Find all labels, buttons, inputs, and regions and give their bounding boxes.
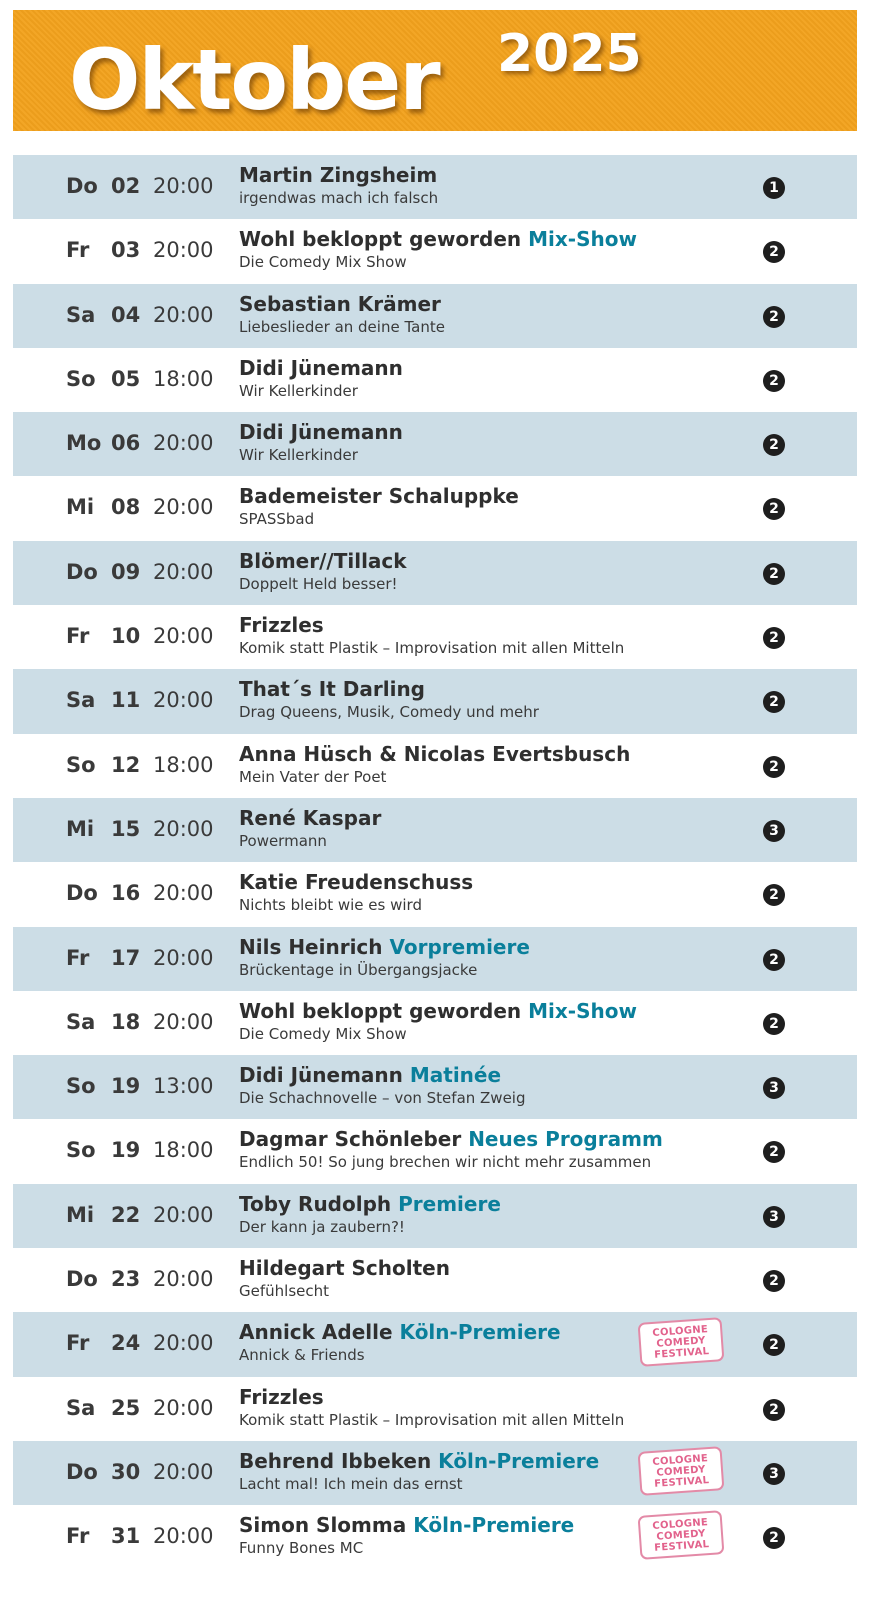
event-tag: Neues Programm [468,1127,663,1152]
category-number-badge: 2 [763,884,785,906]
event-time: 20:00 [153,945,214,970]
event-date: 05 [111,366,141,391]
festival-logo-text: COLOGNE [651,1452,709,1468]
event-row [13,1505,857,1569]
event-date: 25 [111,1395,141,1420]
category-number-badge: 2 [763,691,785,713]
event-date: 30 [111,1459,141,1484]
event-subtitle: irgendwas mach ich falsch [239,189,439,207]
festival-logo-text: COLOGNE [651,1516,709,1532]
event-date: 19 [111,1074,141,1099]
event-time: 20:00 [153,816,214,841]
event-row [13,1312,857,1376]
event-time: 18:00 [153,1138,214,1163]
event-artist: That´s It Darling [239,677,425,702]
event-tag: Vorpremiere [389,934,530,959]
event-date: 08 [111,495,141,520]
event-title [239,1384,324,1410]
event-weekday: Fr [66,624,90,649]
month-banner [13,10,857,131]
event-tag: Matinée [409,1063,502,1088]
event-tag: Mix-Show [528,998,637,1023]
festival-logo-text: FESTIVAL [653,1538,710,1554]
festival-logo-text: COLOGNE [651,1323,709,1339]
event-subtitle: SPASSbad [239,510,315,529]
event-title [239,676,425,702]
event-artist: Hildegart Scholten [239,1256,450,1281]
category-number-badge: 2 [763,1527,785,1549]
event-artist: Frizzles [239,613,324,638]
event-date: 18 [111,1009,141,1034]
event-weekday: Do [66,881,98,906]
event-title [239,1191,501,1217]
event-weekday: Mi [66,816,95,841]
event-subtitle: Gefühlsecht [239,1282,329,1301]
event-tag: Mix-Show [528,227,637,252]
event-weekday: Mi [66,495,95,520]
event-row [13,476,857,540]
event-title [239,1255,450,1281]
event-time: 20:00 [153,1459,214,1484]
event-weekday: Sa [66,688,96,713]
event-subtitle: Endlich 50! So jung brechen wir nicht mehr zusammen [239,1153,652,1172]
event-artist: René Kaspar [239,805,382,830]
event-artist: Dagmar Schönleber [239,1127,462,1152]
category-number-badge: 2 [763,563,785,585]
event-title [239,1126,663,1152]
event-row [13,1441,857,1505]
cologne-comedy-festival-logo [638,1446,725,1496]
event-time: 13:00 [153,1074,214,1099]
event-weekday: Fr [66,1524,90,1549]
event-date: 17 [111,945,141,970]
event-date: 31 [111,1524,141,1549]
event-row [13,1119,857,1183]
event-title [239,1062,501,1088]
event-subtitle: Brückentage in Übergangsjacke [239,960,478,979]
category-number-badge: 2 [763,434,785,456]
event-time: 20:00 [153,238,214,263]
event-date: 03 [111,238,141,263]
event-time: 20:00 [153,1331,214,1356]
event-row [13,927,857,991]
event-artist: Nils Heinrich [239,934,383,959]
event-list [13,155,857,1570]
category-number-badge: 2 [763,1270,785,1292]
month-title: Oktober [69,31,439,129]
event-weekday: Fr [66,238,90,263]
category-number-badge: 3 [763,1206,785,1228]
event-date: 15 [111,816,141,841]
event-time: 20:00 [153,302,214,327]
event-title [239,612,324,638]
event-weekday: Sa [66,302,96,327]
event-artist: Wohl bekloppt geworden [239,998,522,1023]
event-subtitle: Liebeslieder an deine Tante [239,317,445,336]
category-number-badge: 2 [763,1399,785,1421]
event-date: 10 [111,624,141,649]
event-title [239,226,637,252]
event-title [239,998,637,1024]
event-subtitle: Wir Kellerkinder [239,381,358,400]
event-artist: Behrend Ibbeken [239,1448,432,1473]
festival-logo-text: FESTIVAL [653,1474,710,1490]
event-subtitle: Die Comedy Mix Show [239,253,407,272]
event-weekday: Do [66,1459,98,1484]
event-time: 20:00 [153,1267,214,1292]
event-artist: Martin Zingsheim [239,163,438,187]
event-row [13,284,857,348]
category-number-badge: 3 [763,820,785,842]
event-row [13,412,857,476]
event-row [13,798,857,862]
event-artist: Didi Jünemann [239,1063,403,1088]
event-subtitle: Der kann ja zaubern?! [239,1217,405,1236]
event-artist: Katie Freudenschuss [239,870,474,895]
event-subtitle: Funny Bones MC [239,1539,364,1558]
category-number-badge: 2 [763,756,785,778]
event-title [239,355,403,381]
festival-logo-text: FESTIVAL [653,1345,710,1361]
event-tag: Köln-Premiere [413,1513,575,1538]
event-row [13,991,857,1055]
category-number-badge: 2 [763,627,785,649]
event-subtitle: Mein Vater der Poet [239,767,387,786]
event-time: 20:00 [153,1524,214,1549]
year-title: 2025 [497,24,642,84]
event-weekday: Mi [66,1202,95,1227]
event-date: 22 [111,1202,141,1227]
event-subtitle: Nichts bleibt wie es wird [239,896,422,915]
event-title [239,1512,574,1538]
event-title [239,934,530,960]
event-title [239,805,381,831]
event-weekday: So [66,366,96,391]
festival-logo-text: COMEDY [656,1528,706,1543]
event-subtitle: Annick & Friends [239,1346,365,1365]
event-row [13,669,857,733]
event-row [13,1248,857,1312]
event-row [13,155,857,219]
category-number-badge: 2 [763,241,785,263]
event-time: 20:00 [153,431,214,456]
event-weekday: So [66,752,96,777]
event-weekday: Do [66,1267,98,1292]
event-title [239,1448,599,1474]
event-date: 06 [111,431,141,456]
event-time: 20:00 [153,174,214,198]
event-subtitle: Komik statt Plastik – Improvisation mit allen Mitteln [239,1410,625,1429]
event-title [239,483,519,509]
event-title [239,162,437,188]
event-time: 20:00 [153,559,214,584]
event-weekday: Mo [66,431,102,456]
category-number-badge: 3 [763,1463,785,1485]
event-subtitle: Komik statt Plastik – Improvisation mit allen Mitteln [239,639,625,658]
event-subtitle: Wir Kellerkinder [239,446,358,465]
event-row [13,348,857,412]
event-date: 11 [111,688,141,713]
event-weekday: Sa [66,1009,96,1034]
event-weekday: Fr [66,1331,90,1356]
event-date: 23 [111,1267,141,1292]
event-subtitle: Powermann [239,831,327,850]
cologne-comedy-festival-logo [638,1317,725,1367]
event-row [13,734,857,798]
event-tag: Köln-Premiere [399,1320,561,1345]
event-title [239,548,407,574]
event-weekday: Do [66,559,98,584]
event-artist: Toby Rudolph [239,1191,392,1216]
event-date: 16 [111,881,141,906]
event-row [13,219,857,283]
event-time: 18:00 [153,752,214,777]
event-row [13,1184,857,1248]
event-row [13,541,857,605]
event-artist: Bademeister Schaluppke [239,484,519,509]
cologne-comedy-festival-logo [638,1510,725,1560]
event-date: 19 [111,1138,141,1163]
festival-logo-text: COMEDY [656,1335,706,1350]
event-weekday: Do [66,174,98,198]
event-row [13,1055,857,1119]
category-number-badge: 2 [763,1334,785,1356]
event-subtitle: Die Comedy Mix Show [239,1024,407,1043]
event-weekday: Sa [66,1395,96,1420]
event-artist: Didi Jünemann [239,420,403,445]
event-subtitle: Die Schachnovelle – von Stefan Zweig [239,1089,526,1108]
event-weekday: Fr [66,945,90,970]
event-artist: Frizzles [239,1384,324,1409]
event-time: 18:00 [153,366,214,391]
event-subtitle: Lacht mal! Ich mein das ernst [239,1474,463,1493]
event-title [239,291,441,317]
event-title [239,1319,561,1345]
event-title [239,741,630,767]
event-weekday: So [66,1138,96,1163]
event-time: 20:00 [153,881,214,906]
category-number-badge: 2 [763,306,785,328]
event-artist: Blömer//Tillack [239,548,407,573]
category-number-badge: 2 [763,1141,785,1163]
event-time: 20:00 [153,624,214,649]
event-time: 20:00 [153,495,214,520]
event-date: 04 [111,302,141,327]
event-date: 02 [111,174,141,198]
event-subtitle: Drag Queens, Musik, Comedy und mehr [239,703,539,722]
event-title [239,419,403,445]
event-weekday: So [66,1074,96,1099]
event-artist: Sebastian Krämer [239,291,441,316]
event-title [239,869,473,895]
event-date: 12 [111,752,141,777]
category-number-badge: 2 [763,498,785,520]
event-artist: Wohl bekloppt geworden [239,227,522,252]
event-time: 20:00 [153,1202,214,1227]
category-number-badge: 1 [763,177,785,199]
event-tag: Köln-Premiere [438,1448,600,1473]
category-number-badge: 2 [763,370,785,392]
event-artist: Simon Slomma [239,1513,407,1538]
event-time: 20:00 [153,688,214,713]
event-row [13,605,857,669]
festival-logo-text: COMEDY [656,1463,706,1479]
event-date: 24 [111,1331,141,1356]
category-number-badge: 2 [763,1013,785,1035]
event-row [13,1377,857,1441]
event-artist: Anna Hüsch & Nicolas Evertsbusch [239,741,631,766]
event-tag: Premiere [398,1191,501,1216]
event-subtitle: Doppelt Held besser! [239,574,398,593]
event-time: 20:00 [153,1009,214,1034]
category-number-badge: 3 [763,1077,785,1099]
event-row [13,862,857,926]
event-artist: Annick Adelle [239,1320,393,1345]
event-artist: Didi Jünemann [239,355,403,380]
category-number-badge: 2 [763,949,785,971]
event-time: 20:00 [153,1395,214,1420]
event-date: 09 [111,559,141,584]
